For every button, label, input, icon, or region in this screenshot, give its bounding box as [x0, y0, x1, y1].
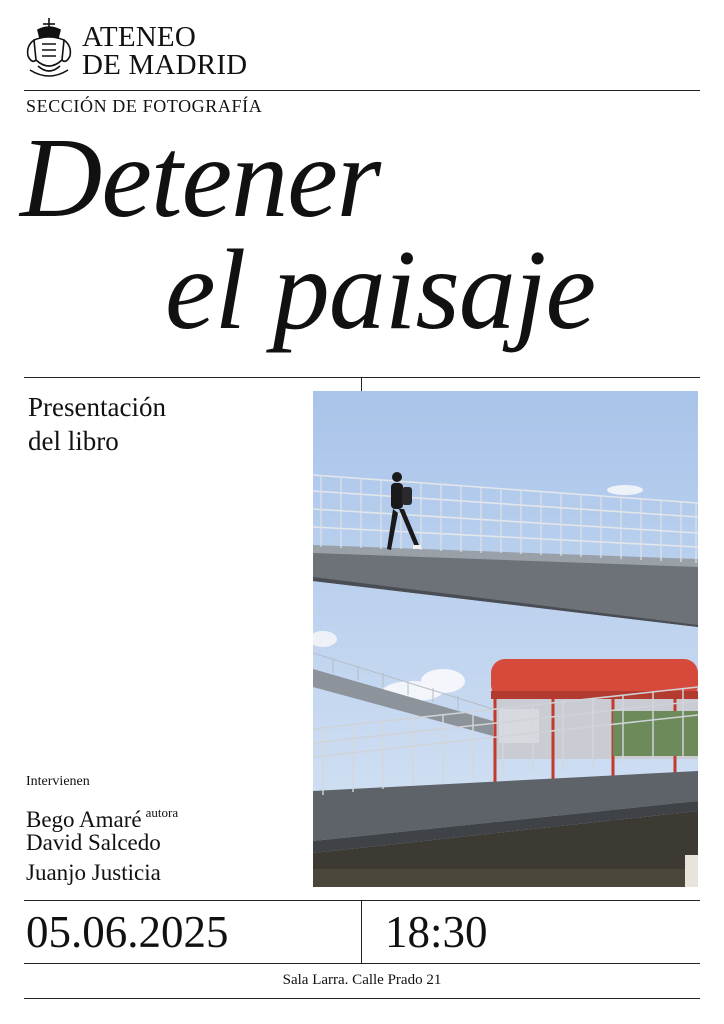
title-divider	[24, 377, 700, 378]
date-divider-top	[24, 900, 700, 901]
title-line2: el paisaje	[165, 226, 596, 353]
date-time-separator	[361, 900, 362, 963]
speaker-2	[26, 828, 161, 858]
speakers-label: Intervienen	[26, 774, 90, 789]
section-label: SECCIÓN DE FOTOGRAFÍA	[26, 96, 263, 116]
header-divider	[24, 90, 700, 91]
ateneo-crest-icon	[24, 16, 74, 80]
cover-photograph	[313, 391, 698, 887]
institution-name-line1: ATENEO	[82, 21, 196, 53]
subtitle-line2: del libro	[28, 426, 119, 456]
speaker-2-name: David Salcedo	[26, 830, 161, 855]
speaker-3	[26, 858, 161, 888]
subtitle	[28, 390, 166, 458]
speaker-1-role: autora	[145, 805, 179, 820]
footer-divider	[24, 998, 700, 999]
speaker-1-name: Bego Amaré	[26, 807, 142, 832]
event-time: 18:30	[385, 907, 488, 957]
event-venue: Sala Larra. Calle Prado 21	[282, 972, 442, 988]
institution-name-line2: DE MADRID	[82, 49, 248, 81]
date-divider-bottom	[24, 963, 700, 964]
title-line1: Detener	[20, 114, 381, 241]
subtitle-line1: Presentación	[28, 392, 166, 422]
column-tick-top	[361, 377, 362, 391]
event-date: 05.06.2025	[26, 907, 229, 957]
speaker-3-name: Juanjo Justicia	[26, 860, 161, 885]
